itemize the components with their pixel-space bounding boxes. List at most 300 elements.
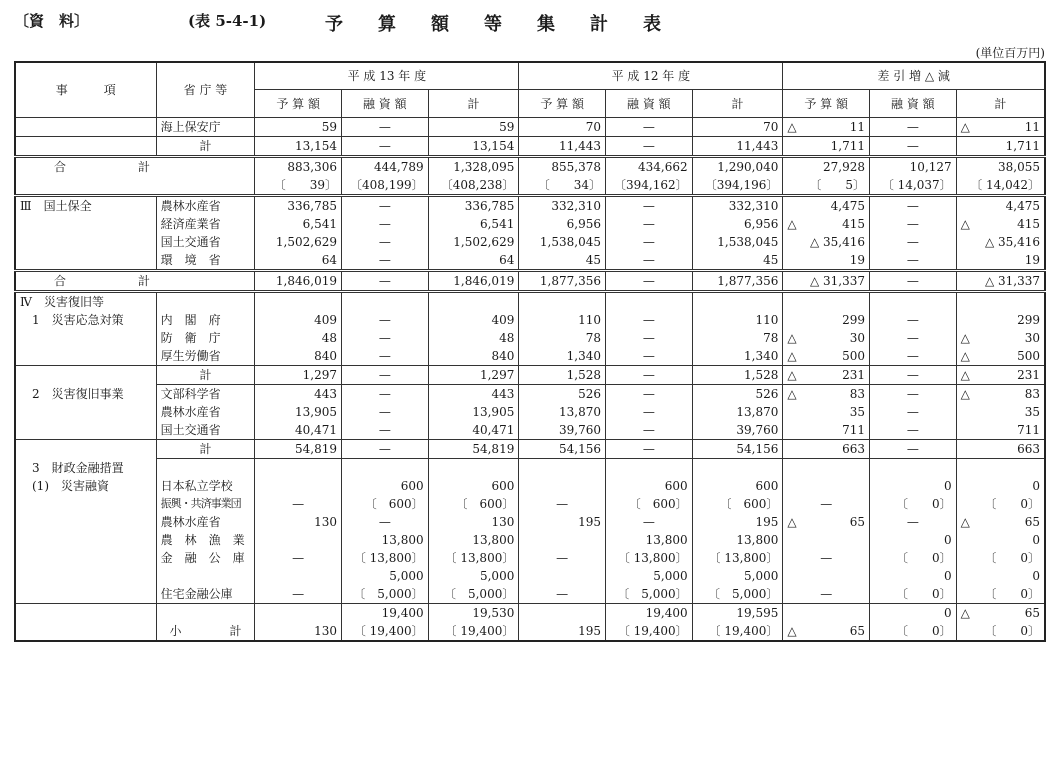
value-cell: △ 31,337 bbox=[956, 271, 1045, 292]
value-cell bbox=[519, 531, 606, 549]
value-cell bbox=[692, 459, 783, 477]
value-cell bbox=[783, 385, 870, 404]
value-cell: 〔 14,037〕 bbox=[870, 176, 957, 196]
table-row bbox=[15, 603, 1045, 622]
table-row bbox=[15, 585, 1045, 604]
value-cell: 526 bbox=[519, 385, 606, 404]
value-cell: 409 bbox=[255, 311, 342, 329]
value-cell: — bbox=[341, 403, 428, 421]
value-cell: 526 bbox=[692, 385, 783, 404]
value-cell: 〔394,162〕 bbox=[606, 176, 693, 196]
table-row bbox=[15, 385, 1045, 404]
table-row bbox=[15, 311, 1045, 329]
value-cell: 1,846,019 bbox=[428, 271, 519, 292]
value-cell: 11,443 bbox=[519, 137, 606, 157]
value-cell: — bbox=[870, 251, 957, 271]
value-cell: — bbox=[341, 118, 428, 137]
item-cell bbox=[15, 403, 156, 421]
value-cell: 1,502,629 bbox=[428, 233, 519, 251]
table-number: (表 5-4-1) bbox=[188, 12, 267, 30]
ministry-cell: 計 bbox=[156, 366, 255, 385]
value-cell: 13,905 bbox=[255, 403, 342, 421]
value-cell: 336,785 bbox=[255, 196, 342, 216]
value-cell bbox=[956, 366, 1045, 385]
value-cell: 600 bbox=[606, 477, 693, 495]
value-text: 65 bbox=[1024, 605, 1040, 620]
item-cell bbox=[15, 366, 156, 385]
column-header-total: 計 bbox=[956, 90, 1045, 118]
ministry-cell bbox=[156, 459, 255, 477]
value-cell bbox=[255, 477, 342, 495]
value-cell: 1,711 bbox=[783, 137, 870, 157]
value-cell bbox=[956, 459, 1045, 477]
value-text: 83 bbox=[1024, 387, 1040, 401]
value-cell: 13,800 bbox=[428, 531, 519, 549]
ministry-cell: 農林水産省 bbox=[156, 513, 255, 531]
value-cell: 1,538,045 bbox=[519, 233, 606, 251]
value-text: 231 bbox=[1017, 368, 1040, 382]
column-header-loan: 融 資 額 bbox=[606, 90, 693, 118]
value-cell: 64 bbox=[428, 251, 519, 271]
item-cell: 合 計 bbox=[15, 271, 255, 292]
value-cell bbox=[519, 477, 606, 495]
value-cell bbox=[956, 385, 1045, 404]
value-cell: — bbox=[341, 271, 428, 292]
value-cell: 〔 34〕 bbox=[519, 176, 606, 196]
value-cell: — bbox=[870, 329, 957, 347]
value-cell bbox=[956, 603, 1045, 622]
value-cell: 70 bbox=[519, 118, 606, 137]
value-cell: 〔408,199〕 bbox=[341, 176, 428, 196]
value-cell: — bbox=[519, 495, 606, 513]
value-cell: — bbox=[341, 513, 428, 531]
table-title: 予算額等集計表 bbox=[325, 14, 696, 35]
value-cell: 40,471 bbox=[428, 421, 519, 440]
value-cell: 45 bbox=[519, 251, 606, 271]
value-cell: 39,760 bbox=[692, 421, 783, 440]
value-cell: 434,662 bbox=[606, 157, 693, 177]
value-cell: 〔 600〕 bbox=[692, 495, 783, 513]
ministry-cell bbox=[156, 567, 255, 585]
value-cell: 0 bbox=[870, 477, 957, 495]
value-cell: 1,538,045 bbox=[692, 233, 783, 251]
value-text: 11 bbox=[1024, 120, 1040, 134]
table-row bbox=[15, 477, 1045, 495]
value-cell bbox=[519, 567, 606, 585]
value-cell: 4,475 bbox=[956, 196, 1045, 216]
item-cell bbox=[15, 118, 156, 137]
value-cell: 〔 14,042〕 bbox=[956, 176, 1045, 196]
value-cell: 〔 5,000〕 bbox=[341, 585, 428, 604]
value-cell: — bbox=[606, 196, 693, 216]
value-cell bbox=[783, 531, 870, 549]
column-header-loan: 融 資 額 bbox=[870, 90, 957, 118]
value-cell: 64 bbox=[255, 251, 342, 271]
ministry-cell: 住宅金融公庫 bbox=[156, 585, 255, 604]
ministry-cell: 国土交通省 bbox=[156, 421, 255, 440]
value-cell: 1,711 bbox=[956, 137, 1045, 157]
value-cell: 443 bbox=[255, 385, 342, 404]
ministry-cell bbox=[156, 292, 255, 312]
value-cell: 130 bbox=[428, 513, 519, 531]
value-cell: 1,528 bbox=[692, 366, 783, 385]
value-cell: 13,154 bbox=[428, 137, 519, 157]
value-cell: — bbox=[783, 549, 870, 567]
value-cell bbox=[956, 292, 1045, 312]
value-cell: — bbox=[783, 585, 870, 604]
decrease-mark: △ bbox=[787, 217, 797, 231]
item-cell bbox=[15, 585, 156, 604]
value-cell bbox=[783, 329, 870, 347]
value-cell: 883,306 bbox=[255, 157, 342, 177]
item-cell bbox=[15, 603, 156, 622]
table-row bbox=[15, 531, 1045, 549]
value-cell: — bbox=[606, 403, 693, 421]
value-cell: 195 bbox=[692, 513, 783, 531]
ministry-cell: 文部科学省 bbox=[156, 385, 255, 404]
value-cell: 19,595 bbox=[692, 603, 783, 622]
value-cell: 〔 19,400〕 bbox=[341, 622, 428, 641]
value-cell: 1,528 bbox=[519, 366, 606, 385]
value-cell: — bbox=[870, 137, 957, 157]
value-cell: 19 bbox=[783, 251, 870, 271]
item-cell bbox=[15, 549, 156, 567]
item-cell bbox=[15, 251, 156, 271]
value-cell bbox=[783, 347, 870, 366]
value-cell: 13,800 bbox=[692, 531, 783, 549]
value-cell: 663 bbox=[956, 440, 1045, 459]
value-cell: 13,870 bbox=[692, 403, 783, 421]
value-cell: 〔 0〕 bbox=[956, 495, 1045, 513]
value-text: 415 bbox=[1017, 217, 1040, 231]
value-cell: — bbox=[606, 385, 693, 404]
value-cell: 600 bbox=[341, 477, 428, 495]
value-cell: 110 bbox=[519, 311, 606, 329]
value-cell: — bbox=[870, 513, 957, 531]
value-cell: 0 bbox=[870, 531, 957, 549]
value-cell: — bbox=[606, 440, 693, 459]
value-cell: 336,785 bbox=[428, 196, 519, 216]
value-cell: 0 bbox=[870, 567, 957, 585]
value-cell bbox=[956, 329, 1045, 347]
value-cell: 130 bbox=[255, 513, 342, 531]
value-cell: 40,471 bbox=[255, 421, 342, 440]
value-cell: 332,310 bbox=[519, 196, 606, 216]
value-cell: 〔 19,400〕 bbox=[606, 622, 693, 641]
value-text: 415 bbox=[842, 217, 866, 231]
value-cell: 1,297 bbox=[428, 366, 519, 385]
decrease-mark: △ bbox=[960, 387, 970, 401]
value-cell: — bbox=[606, 347, 693, 366]
value-text: 65 bbox=[1024, 514, 1040, 529]
value-cell: — bbox=[870, 385, 957, 404]
value-cell bbox=[783, 292, 870, 312]
value-cell: 332,310 bbox=[692, 196, 783, 216]
value-cell: — bbox=[255, 549, 342, 567]
value-cell: 1,340 bbox=[692, 347, 783, 366]
column-group-h13: 平 成 13 年 度 bbox=[255, 62, 519, 90]
value-cell: — bbox=[519, 585, 606, 604]
table-row bbox=[15, 292, 1045, 312]
value-cell bbox=[783, 215, 870, 233]
item-cell bbox=[15, 567, 156, 585]
table-row bbox=[15, 251, 1045, 271]
value-cell: 600 bbox=[692, 477, 783, 495]
value-cell: 444,789 bbox=[341, 157, 428, 177]
value-cell: — bbox=[341, 329, 428, 347]
value-cell: 39,760 bbox=[519, 421, 606, 440]
value-cell: — bbox=[341, 196, 428, 216]
value-cell: 〔 0〕 bbox=[870, 585, 957, 604]
value-cell: 〔 19,400〕 bbox=[428, 622, 519, 641]
value-text: 65 bbox=[849, 514, 866, 529]
value-cell: — bbox=[870, 366, 957, 385]
value-cell: — bbox=[341, 440, 428, 459]
value-cell: 600 bbox=[428, 477, 519, 495]
value-cell: 〔 5,000〕 bbox=[428, 585, 519, 604]
value-cell: 110 bbox=[692, 311, 783, 329]
table-row bbox=[15, 549, 1045, 567]
item-cell: 3 財政金融措置 bbox=[15, 459, 156, 477]
value-cell: — bbox=[606, 118, 693, 137]
value-text: 500 bbox=[1017, 349, 1040, 363]
decrease-mark: △ bbox=[787, 120, 797, 134]
value-cell: 〔 13,800〕 bbox=[341, 549, 428, 567]
value-cell: 70 bbox=[692, 118, 783, 137]
value-cell: 〔 0〕 bbox=[956, 549, 1045, 567]
value-cell: 1,297 bbox=[255, 366, 342, 385]
ministry-cell: 厚生労働省 bbox=[156, 347, 255, 366]
table-row bbox=[15, 215, 1045, 233]
value-cell: 5,000 bbox=[428, 567, 519, 585]
value-cell: — bbox=[341, 421, 428, 440]
value-cell bbox=[428, 459, 519, 477]
table-row bbox=[15, 271, 1045, 292]
value-cell: 〔 13,800〕 bbox=[428, 549, 519, 567]
column-header-budget: 予 算 額 bbox=[783, 90, 870, 118]
value-cell: — bbox=[870, 403, 957, 421]
item-cell bbox=[15, 421, 156, 440]
value-cell bbox=[519, 459, 606, 477]
value-cell: 54,819 bbox=[255, 440, 342, 459]
value-cell: 13,154 bbox=[255, 137, 342, 157]
value-cell: 6,956 bbox=[692, 215, 783, 233]
table-row bbox=[15, 459, 1045, 477]
value-cell: 〔 0〕 bbox=[956, 622, 1045, 641]
value-cell bbox=[255, 567, 342, 585]
item-cell bbox=[15, 215, 156, 233]
value-cell: 〔 600〕 bbox=[428, 495, 519, 513]
value-cell: 5,000 bbox=[692, 567, 783, 585]
value-cell bbox=[519, 603, 606, 622]
item-cell bbox=[15, 513, 156, 531]
value-cell bbox=[956, 215, 1045, 233]
value-cell: 〔 13,800〕 bbox=[606, 549, 693, 567]
item-cell bbox=[15, 137, 156, 157]
value-cell: 〔 0〕 bbox=[870, 622, 957, 641]
value-cell: — bbox=[341, 385, 428, 404]
value-cell: △ 35,416 bbox=[956, 233, 1045, 251]
column-header-item: 事 項 bbox=[15, 62, 156, 118]
item-cell: Ⅲ 国土保全 bbox=[15, 196, 156, 216]
item-cell bbox=[15, 233, 156, 251]
value-cell: 11,443 bbox=[692, 137, 783, 157]
value-cell: 299 bbox=[956, 311, 1045, 329]
value-cell bbox=[606, 459, 693, 477]
item-cell bbox=[15, 622, 156, 641]
value-cell: 〔394,196〕 bbox=[692, 176, 783, 196]
value-cell: 48 bbox=[428, 329, 519, 347]
value-cell: 6,956 bbox=[519, 215, 606, 233]
table-row bbox=[15, 421, 1045, 440]
value-cell: 78 bbox=[692, 329, 783, 347]
value-cell bbox=[341, 292, 428, 312]
value-cell: 78 bbox=[519, 329, 606, 347]
value-cell: 855,378 bbox=[519, 157, 606, 177]
ministry-cell: 金 融 公 庫 bbox=[156, 549, 255, 567]
ministry-cell: 農林水産省 bbox=[156, 403, 255, 421]
table-body bbox=[15, 118, 1045, 641]
item-cell bbox=[15, 495, 156, 513]
table-row bbox=[15, 366, 1045, 385]
value-cell: — bbox=[870, 215, 957, 233]
value-cell: 〔 600〕 bbox=[341, 495, 428, 513]
column-group-h12: 平 成 12 年 度 bbox=[519, 62, 783, 90]
value-cell: — bbox=[606, 421, 693, 440]
value-cell: 〔 600〕 bbox=[606, 495, 693, 513]
value-text: 30 bbox=[849, 331, 866, 345]
value-cell: 48 bbox=[255, 329, 342, 347]
value-cell: — bbox=[870, 271, 957, 292]
value-cell bbox=[783, 366, 870, 385]
value-cell bbox=[783, 459, 870, 477]
table-row bbox=[15, 233, 1045, 251]
value-cell: 13,800 bbox=[606, 531, 693, 549]
value-cell: — bbox=[870, 196, 957, 216]
value-cell: 711 bbox=[783, 421, 870, 440]
value-cell: 0 bbox=[870, 603, 957, 622]
value-cell: 0 bbox=[956, 477, 1045, 495]
value-cell: — bbox=[870, 347, 957, 366]
value-cell: — bbox=[606, 251, 693, 271]
column-header-ministry: 省 庁 等 bbox=[156, 62, 255, 118]
table-row bbox=[15, 567, 1045, 585]
value-cell: — bbox=[606, 311, 693, 329]
value-cell bbox=[870, 292, 957, 312]
decrease-mark: △ bbox=[787, 368, 797, 382]
item-cell bbox=[15, 440, 156, 459]
value-cell bbox=[255, 603, 342, 622]
value-cell: 1,290,040 bbox=[692, 157, 783, 177]
value-cell: 〔 5〕 bbox=[783, 176, 870, 196]
decrease-mark: △ bbox=[960, 349, 970, 363]
value-cell: — bbox=[341, 251, 428, 271]
item-cell bbox=[15, 329, 156, 347]
ministry-cell: 振興・共済事業団 bbox=[156, 495, 255, 513]
budget-summary-table bbox=[14, 61, 1046, 642]
value-cell: 13,870 bbox=[519, 403, 606, 421]
value-cell: 13,800 bbox=[341, 531, 428, 549]
value-cell bbox=[255, 292, 342, 312]
value-cell bbox=[255, 531, 342, 549]
ministry-cell: 国土交通省 bbox=[156, 233, 255, 251]
ministry-cell: 経済産業省 bbox=[156, 215, 255, 233]
value-cell: — bbox=[606, 513, 693, 531]
decrease-mark: △ bbox=[960, 331, 970, 345]
value-cell: — bbox=[606, 137, 693, 157]
value-cell: 130 bbox=[255, 622, 342, 641]
value-text: 231 bbox=[842, 368, 866, 382]
value-cell bbox=[956, 118, 1045, 137]
value-cell: 〔 5,000〕 bbox=[606, 585, 693, 604]
document-label: 〔資 料〕 bbox=[14, 12, 90, 30]
value-cell bbox=[255, 459, 342, 477]
value-text: 11 bbox=[849, 120, 866, 134]
value-cell: — bbox=[783, 495, 870, 513]
value-cell: — bbox=[341, 215, 428, 233]
table-row bbox=[15, 118, 1045, 137]
ministry-cell bbox=[156, 603, 255, 622]
table-row bbox=[15, 176, 1045, 196]
value-cell: 38,055 bbox=[956, 157, 1045, 177]
value-cell: 54,156 bbox=[692, 440, 783, 459]
decrease-mark: △ bbox=[787, 514, 797, 529]
value-cell: 1,877,356 bbox=[692, 271, 783, 292]
value-cell: 0 bbox=[956, 531, 1045, 549]
column-header-loan: 融 資 額 bbox=[341, 90, 428, 118]
value-cell: — bbox=[341, 137, 428, 157]
value-cell: — bbox=[519, 549, 606, 567]
value-cell bbox=[341, 459, 428, 477]
value-cell: — bbox=[606, 329, 693, 347]
value-cell bbox=[956, 513, 1045, 531]
column-header-budget: 予 算 額 bbox=[519, 90, 606, 118]
value-cell: 6,541 bbox=[255, 215, 342, 233]
value-text: 65 bbox=[849, 623, 866, 638]
value-text: 30 bbox=[1024, 331, 1040, 345]
value-cell: 19,530 bbox=[428, 603, 519, 622]
value-cell bbox=[783, 513, 870, 531]
value-cell: 〔 0〕 bbox=[870, 549, 957, 567]
value-cell: 5,000 bbox=[606, 567, 693, 585]
value-cell: 6,541 bbox=[428, 215, 519, 233]
value-cell: 443 bbox=[428, 385, 519, 404]
value-text: 500 bbox=[842, 349, 866, 363]
ministry-cell: 海上保安庁 bbox=[156, 118, 255, 137]
value-cell: 5,000 bbox=[341, 567, 428, 585]
column-group-diff: 差 引 増 △ 減 bbox=[783, 62, 1045, 90]
table-row bbox=[15, 137, 1045, 157]
value-cell: 299 bbox=[783, 311, 870, 329]
value-cell: 1,846,019 bbox=[255, 271, 342, 292]
decrease-mark: △ bbox=[960, 120, 970, 134]
value-cell: 54,819 bbox=[428, 440, 519, 459]
item-cell bbox=[15, 531, 156, 549]
value-cell: 〔408,238〕 bbox=[428, 176, 519, 196]
item-cell bbox=[15, 347, 156, 366]
value-cell: — bbox=[606, 271, 693, 292]
value-cell: — bbox=[870, 233, 957, 251]
value-cell: 〔 0〕 bbox=[956, 585, 1045, 604]
item-cell: 合 計 bbox=[15, 157, 255, 177]
table-row bbox=[15, 513, 1045, 531]
value-cell: 1,328,095 bbox=[428, 157, 519, 177]
value-cell: — bbox=[341, 366, 428, 385]
item-cell: Ⅳ 災害復旧等 bbox=[15, 292, 156, 312]
value-cell: 〔 13,800〕 bbox=[692, 549, 783, 567]
value-cell: — bbox=[255, 585, 342, 604]
column-header-total: 計 bbox=[692, 90, 783, 118]
